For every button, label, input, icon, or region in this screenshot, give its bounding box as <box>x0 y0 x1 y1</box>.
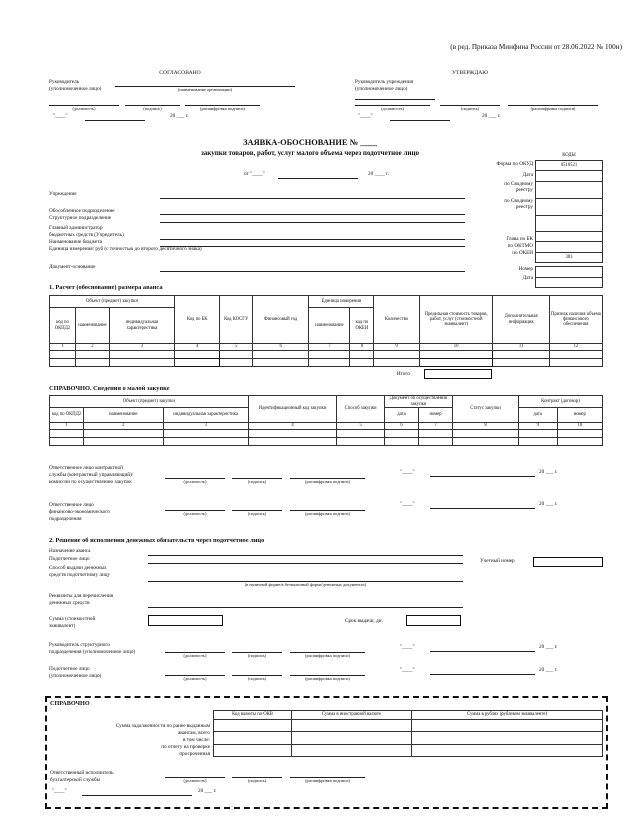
codes-label-reg1: по Сводному реестру <box>504 181 533 193</box>
rb-debt2: авансам, всего <box>178 730 210 736</box>
s1-col-num: 8 <box>350 344 374 351</box>
left-signature-hint: (подпись) <box>143 106 162 111</box>
s2-head1: Руководитель структурного <box>49 642 110 648</box>
resp-contract-l2: службы (контрактный управляющий)/ <box>49 472 134 478</box>
s1-h-sign: Признак наличия объема финансового обеспечения <box>549 296 602 344</box>
s2-person: Подотчетное лицо <box>49 556 90 562</box>
resp-fin-l3: подразделения <box>49 516 82 522</box>
title-from: от "____" <box>244 171 265 177</box>
rb-exec1: Ответственный исполнитель <box>50 770 114 776</box>
field-structural: Структурное подразделение <box>49 215 112 221</box>
calc-table <box>49 295 603 367</box>
left-decoding-hint: (расшифровка подписи) <box>200 106 245 111</box>
s2-purpose: Назначение аванса <box>49 548 91 554</box>
approved-label: УТВЕРЖДАЮ <box>451 70 489 76</box>
s1-col-num: 10 <box>419 344 493 351</box>
field-admin2: бюджетных средств (Учредитель) <box>49 232 124 238</box>
field-basis: Документ-основание <box>49 264 96 270</box>
ref-col-num: 4 <box>248 423 337 430</box>
left-date-year: 20 ___ г. <box>170 113 189 119</box>
resp-fin-l2: финансово-экономического <box>49 509 110 515</box>
s1-col-num: 12 <box>549 344 602 351</box>
s2-head-decoding: (расшифровка подписи) <box>305 653 350 658</box>
ref-h-num: номер <box>419 408 453 423</box>
s2-head-date: "____" <box>400 644 415 650</box>
field-unit: Единица измерения: руб (с точностью до второго десятичного знака) <box>49 246 202 252</box>
left-position-hint: (должность) <box>72 106 96 111</box>
s1-h-okei: код по ОКЕИ <box>350 308 374 344</box>
s2-term-label: Срок выдачи, дн. <box>345 618 383 624</box>
ref-col-num: 7 <box>419 423 453 430</box>
code-bk <box>536 231 603 242</box>
codes-label-okud: Форма по ОКУД <box>496 161 533 167</box>
right-date-day: "____" <box>358 113 373 119</box>
s1-col-num: 9 <box>374 344 420 351</box>
s2-acc-num-box <box>533 557 603 567</box>
ref-col-num: 8 <box>453 423 519 430</box>
code-reg1 <box>536 181 603 198</box>
codes-label-reg2: по Сводному реестру <box>504 198 533 210</box>
resp1-position: (должность) <box>183 479 207 484</box>
field-budget: Наименование бюджета <box>49 239 102 245</box>
section2-title: 2. Решение об исполнении денежных обязательств через подотчетное лицо <box>49 537 265 544</box>
codes-label-oktmo: по ОКТМО <box>507 243 533 249</box>
code-okud: 0510521 <box>536 160 603 171</box>
table-row <box>50 359 603 367</box>
s2-method2: средств подотчетному лицу <box>49 572 111 578</box>
rb-debt5: просроченная <box>179 751 210 757</box>
rb-h-foreign: Сумма в иностранной валюте <box>292 711 412 720</box>
resp1-year: 20 ___ г. <box>539 469 558 475</box>
s2-head-year: 20 ___ г. <box>539 644 558 650</box>
code-number <box>536 267 603 278</box>
rb-h-currency: Код валюты по ОКВ <box>214 711 292 720</box>
ref-table <box>49 395 603 446</box>
table-row <box>214 745 603 757</box>
agreed-label: СОГЛАСОВАНО <box>159 70 201 76</box>
s2-req1: Реквизиты для перечисления <box>49 593 114 599</box>
ref-col-num: 3 <box>163 423 248 430</box>
codes-label-doc-date: Дата <box>522 275 533 281</box>
resp2-signature: (подпись) <box>247 511 267 516</box>
s1-h-char: индивидуальная характеристика <box>109 308 174 344</box>
field-subdivision: Обособленное подразделение <box>49 208 115 214</box>
s2-acc-date: "____" <box>400 667 415 673</box>
resp1-signature: (подпись) <box>247 479 267 484</box>
s1-col-num: 11 <box>493 344 549 351</box>
s2-head-position: (должность) <box>183 653 207 658</box>
ref-col-num: 2 <box>84 423 163 430</box>
resp-contract-l3: комиссии по осуществлению закупок <box>49 479 132 485</box>
total-value-box <box>424 369 492 379</box>
s2-sum1: Сумма (стоимостной <box>49 616 96 622</box>
ref-h-id: Идентификационный код закупки <box>248 396 337 423</box>
table-row <box>214 732 603 745</box>
rb-signature: (подпись) <box>247 778 267 783</box>
s1-h-qty: Количество <box>374 296 420 344</box>
left-date-day: "____" <box>53 113 68 119</box>
field-institution: Учреждение <box>49 191 77 197</box>
s2-term-box <box>406 615 461 626</box>
ref-h-okpd: код по ОКПД2 <box>50 408 84 423</box>
ref-col-num: 10 <box>557 423 602 430</box>
codes-label-date: Дата <box>522 172 533 178</box>
resp2-decoding: (расшифровка подписи) <box>305 511 350 516</box>
codes-table <box>535 151 603 288</box>
s1-col-num: 2 <box>76 344 110 351</box>
s1-h-okpd: код по ОКПД2 <box>50 308 76 344</box>
rb-year: 20 ___ г. <box>198 788 217 794</box>
s1-h-object: Объект (предмет) закупки <box>50 296 175 308</box>
ref-h-name: наименование <box>84 408 163 423</box>
right-head-label: Руководитель учреждения <box>355 79 413 85</box>
ref-block-title: СПРАВОЧНО <box>50 700 90 707</box>
right-decoding-hint: (расшифровка подписи) <box>530 106 576 111</box>
table-row <box>214 720 603 732</box>
s1-col-num: 1 <box>50 344 76 351</box>
right-position-hint: (должность) <box>380 106 405 111</box>
edition-note: (в ред. Приказа Минфина России от 28.06.2022 № 100н) <box>450 43 622 51</box>
s2-head-signature: (подпись) <box>247 653 267 658</box>
ref-h-doc: Документ об осуществлении закупки <box>384 396 452 408</box>
code-doc-date <box>536 277 603 288</box>
ref-col-num: 1 <box>50 423 84 430</box>
ref-block-table <box>213 710 603 757</box>
s2-method1: Способ выдачи денежных <box>49 565 107 571</box>
s2-head2: подразделения (уполномоченное лицо) <box>49 649 136 655</box>
s2-acc-num-label: Учетный номер <box>480 558 515 564</box>
resp2-year: 20 ___ г. <box>539 501 558 507</box>
resp2-position: (должность) <box>183 511 207 516</box>
codes-label-bk: Глава по БК <box>506 236 533 242</box>
title-year: 20 ____ г. <box>368 171 389 177</box>
resp1-decoding: (расшифровка подписи) <box>305 479 350 484</box>
total-label: Итого <box>396 371 410 377</box>
s1-col-num: 4 <box>174 344 220 351</box>
s2-acc-decoding: (расшифровка подписи) <box>305 676 350 681</box>
rb-debt3: в том числе: <box>182 737 210 743</box>
resp1-date: "____" <box>400 469 415 475</box>
form-subtitle: закупки товаров, работ, услуг малого объема через подотчетное лицо <box>200 149 420 157</box>
ref-h-date: дата <box>384 408 418 423</box>
s1-h-year: Финансовый год <box>252 296 308 344</box>
s2-acc1: Подотчетное лицо <box>49 666 90 672</box>
s2-method-hint: (в наличной форме/в безналичной форме/денежных документах) <box>244 582 367 587</box>
right-signature-hint: (подпись) <box>460 106 480 111</box>
resp2-date: "____" <box>400 501 415 507</box>
s1-col-num: 7 <box>309 344 350 351</box>
ref-h-status: Статус закупки <box>453 396 519 423</box>
ref-h-method: Способ закупки <box>337 396 385 423</box>
s2-sum-box <box>148 615 223 626</box>
rb-date: "____" <box>52 788 67 794</box>
s1-h-info: Дополнительная информация <box>493 296 549 344</box>
code-oktmo <box>536 242 603 253</box>
rb-position: (должность) <box>183 778 207 783</box>
s1-col-num: 6 <box>252 344 308 351</box>
s2-acc-signature: (подпись) <box>247 676 267 681</box>
field-admin1: Главный администратор <box>49 225 103 231</box>
left-head-label2: (уполномоченное лицо) <box>49 86 102 92</box>
code-okei: 383 <box>536 252 603 263</box>
form-title: ЗАЯВКА-ОБОСНОВАНИЕ № ____ <box>243 138 377 147</box>
resp-contract-l1: Ответственное лицо контрактной <box>49 465 123 471</box>
ref-h-contract: Контракт (договор) <box>518 396 602 408</box>
s1-col-num: 3 <box>109 344 174 351</box>
s2-req2: денежных средств <box>49 600 90 606</box>
right-date-year: 20 ___ г. <box>482 113 501 119</box>
org-name-hint: (наименование организации) <box>177 87 233 92</box>
table-row <box>50 430 603 438</box>
rb-debt1: Сумма задолженности по ранее выданным <box>115 723 210 729</box>
s1-h-kosgu: Код КОСГУ <box>220 296 253 344</box>
s1-h-unit: Единица измерения <box>309 296 374 308</box>
s2-acc-position: (должность) <box>183 676 207 681</box>
table-row <box>50 438 603 446</box>
table-row <box>50 351 603 359</box>
ref-h-cdate: дата <box>518 408 557 423</box>
ref-h-char: индивидуальная характеристика <box>163 408 248 423</box>
ref-section-title: СПРАВОЧНО. Сведения о малой закупке <box>49 385 170 392</box>
resp-fin-l1: Ответственное лицо <box>49 502 94 508</box>
s1-h-bk: Код по БК <box>174 296 220 344</box>
rb-debt4: по отчету на проверке <box>161 744 210 750</box>
codes-label-number: Номер <box>518 266 533 272</box>
s1-h-name: наименование <box>76 308 110 344</box>
s1-h-unit-name: наименование <box>309 308 350 344</box>
left-head-label: Руководитель <box>49 79 80 85</box>
ref-h-object: Объект (предмет) закупки <box>50 396 249 408</box>
s2-acc-year: 20 ___ г. <box>539 667 558 673</box>
s1-h-price: Предельная стоимость товаров, работ, услуг (стоимостной эквивалент) <box>419 296 493 344</box>
codes-header: КОДЫ <box>562 152 576 158</box>
rb-h-rub: Сумма в рублях (рублевом эквиваленте) <box>412 711 603 720</box>
code-date <box>536 171 603 182</box>
s2-sum2: эквивалент) <box>49 623 76 629</box>
right-head-label2: (уполномоченное лицо) <box>355 86 408 92</box>
rb-exec2: бухгалтерской службы <box>50 777 101 783</box>
ref-col-num: 9 <box>518 423 557 430</box>
code-empty <box>536 215 603 231</box>
ref-col-num: 5 <box>337 423 385 430</box>
codes-label-okei: по ОКЕИ <box>512 250 533 256</box>
s2-acc2: (уполномоченное лицо) <box>49 673 102 679</box>
ref-col-num: 6 <box>384 423 418 430</box>
rb-decoding: (расшифровка подписи) <box>305 778 350 783</box>
s1-col-num: 5 <box>220 344 253 351</box>
section1-title: 1. Расчет (обоснование) размера аванса <box>49 284 163 291</box>
code-reg2 <box>536 198 603 215</box>
ref-h-cnum: номер <box>557 408 602 423</box>
